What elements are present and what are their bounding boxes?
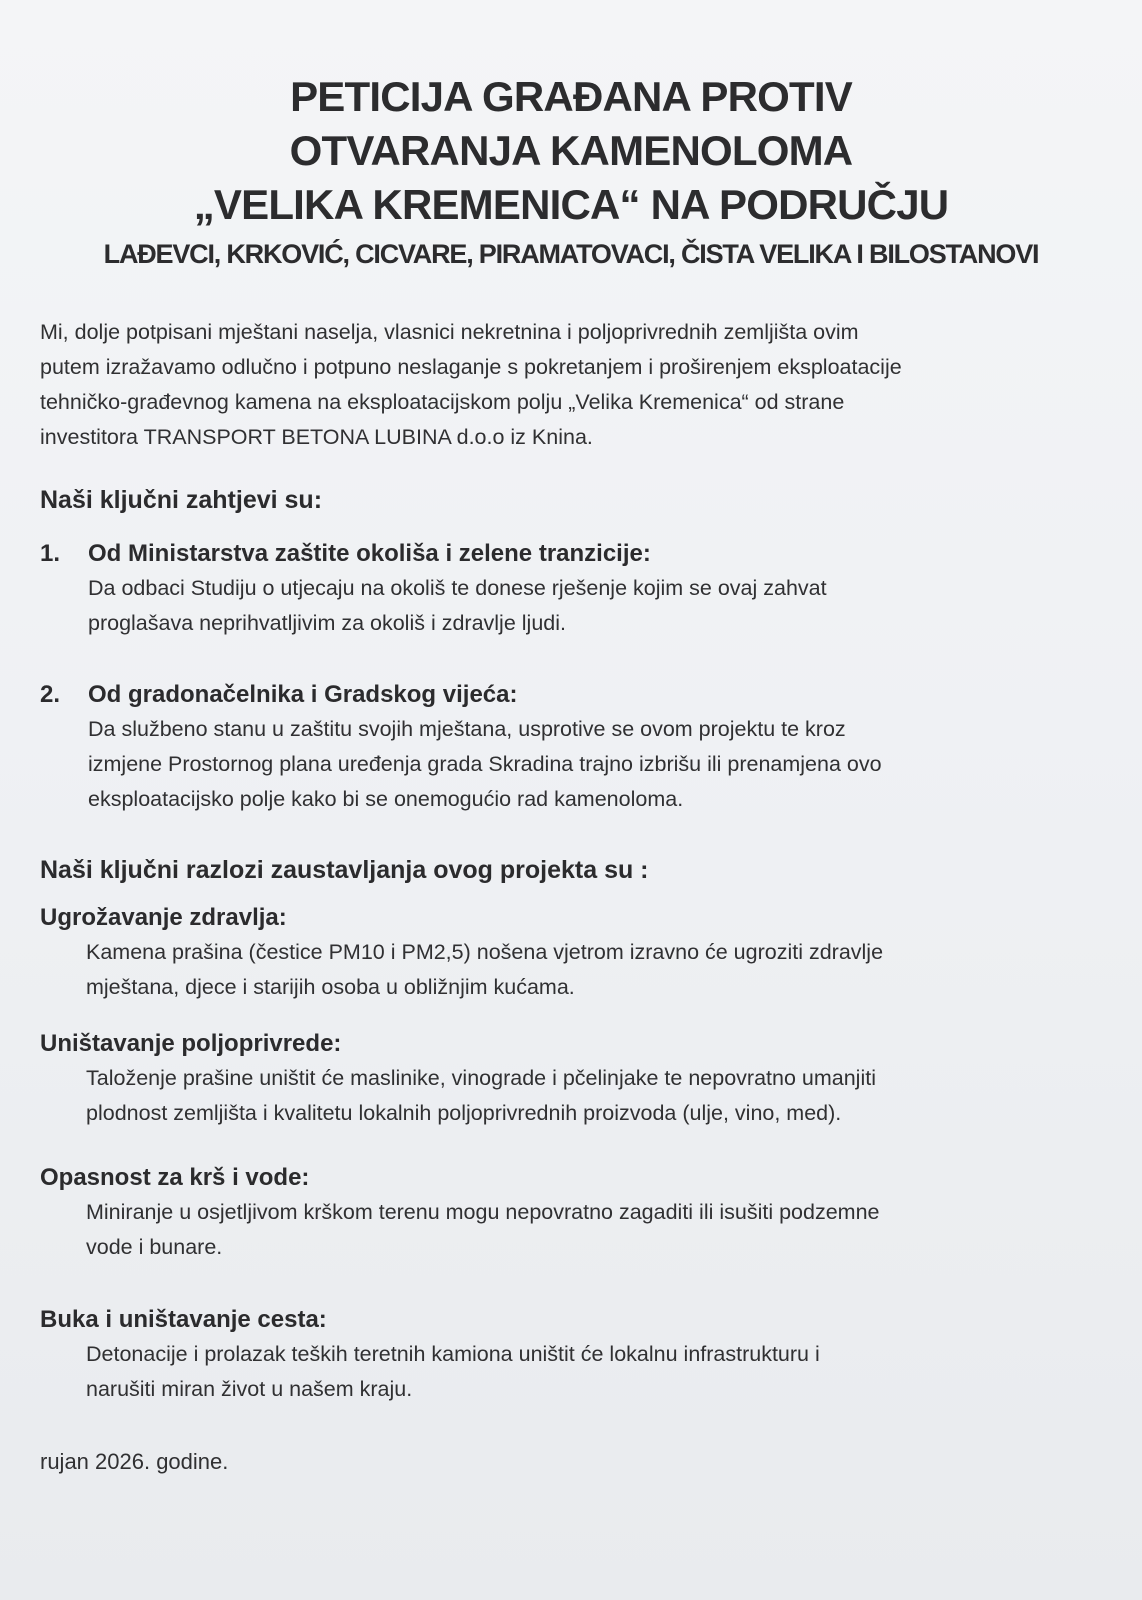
reason-line: Detonacije i prolazak teških teretnih kamiona uništit će lokalnu infrastrukturu i	[86, 1342, 820, 1366]
reason-item-noise-roads	[40, 1303, 1090, 1407]
title-line-1: PETICIJA GRAĐANA PROTIV	[290, 73, 852, 120]
demands-heading: Naši ključni zahtjevi su:	[40, 486, 323, 514]
reason-item-health	[40, 901, 1090, 1005]
reason-item-karst-water	[40, 1161, 1090, 1265]
reasons-heading: Naši ključni razlozi zaustavljanja ovog projekta su :	[40, 856, 649, 884]
reason-heading: Buka i uništavanje cesta:	[40, 1306, 327, 1333]
title-line-3: „VELIKA KREMENICA“ NA PODRUČJU	[193, 181, 949, 228]
reason-body	[40, 1195, 1090, 1265]
intro-paragraph	[40, 315, 1090, 455]
reason-heading: Ugrožavanje zdravlja:	[40, 904, 287, 931]
reason-line: mještana, djece i starijih osoba u obližnjim kućama.	[86, 975, 575, 999]
demand-heading: Od Ministarstva zaštite okoliša i zelene tranzicije:	[88, 540, 651, 567]
reason-heading: Uništavanje poljoprivrede:	[40, 1030, 342, 1057]
demand-body	[88, 712, 1090, 817]
intro-line: putem izražavamo odlučno i potpuno neslaganje s pokretanjem i proširenjem eksploatacije	[40, 355, 902, 379]
reason-line: Kamena prašina (čestice PM10 i PM2,5) nošena vjetrom izravno će ugroziti zdravlje	[86, 940, 884, 964]
reason-body	[40, 1337, 1090, 1407]
reason-line: Taloženje prašine uništit će maslinike, vinograde i pčelinjake te nepovratno umanjiti	[86, 1066, 876, 1090]
intro-line: investitora TRANSPORT BETONA LUBINA d.o.o iz Knina.	[40, 425, 593, 449]
reason-line: narušiti miran život u našem kraju.	[86, 1377, 413, 1401]
reason-body	[40, 935, 1090, 1005]
reason-line: plodnost zemljišta i kvalitetu lokalnih poljoprivrednih proizvoda (ulje, vino, med).	[86, 1101, 842, 1125]
demand-item-ministry	[40, 537, 1090, 641]
reason-line: vode i bunare.	[86, 1235, 223, 1259]
reason-line: Miniranje u osjetljivom krškom terenu mogu nepovratno zagaditi ili isušiti podzemne	[86, 1200, 880, 1224]
reason-item-agriculture	[40, 1027, 1090, 1131]
petition-date: rujan 2026. godine.	[40, 1449, 229, 1474]
demand-line: Da službeno stanu u zaštitu svojih mještana, usprotive se ovom projektu te kroz	[88, 717, 846, 741]
title-line-2: OTVARANJA KAMENOLOMA	[289, 127, 853, 174]
reason-heading: Opasnost za krš i vode:	[40, 1164, 310, 1191]
reason-body	[40, 1061, 1090, 1131]
demand-line: proglašava neprihvatljivim za okoliš i zdravlje ljudi.	[88, 611, 566, 635]
demand-body	[88, 571, 1090, 641]
demand-heading: Od gradonačelnika i Gradskog vijeća:	[88, 681, 518, 708]
petition-subtitle-villages: LAĐEVCI, KRKOVIĆ, CICVARE, PIRAMATOVACI, ČISTA VELIKA I BILOSTANOVI	[103, 239, 1039, 269]
demand-number: 1.	[40, 540, 61, 567]
demand-line: eksploatacijsko polje kako bi se onemogućio rad kamenoloma.	[88, 787, 684, 811]
demand-number: 2.	[40, 681, 61, 708]
petition-content	[40, 315, 1090, 1479]
intro-line: Mi, dolje potpisani mještani naselja, vlasnici nekretnina i poljoprivrednih zemljišta ovim	[40, 320, 859, 344]
petition-title-block	[20, 70, 1122, 274]
demand-line: Da odbaci Studiju o utjecaju na okoliš te donese rješenje kojim se ovaj zahvat	[88, 576, 827, 600]
demand-line: izmjene Prostornog plana uređenja grada Skradina trajno izbrišu ili prenamjena ovo	[88, 752, 882, 776]
demand-item-city-council	[40, 678, 1090, 817]
intro-line: tehničko-građevnog kamena na eksploatacijskom polju „Velika Kremenica“ od strane	[40, 390, 845, 414]
